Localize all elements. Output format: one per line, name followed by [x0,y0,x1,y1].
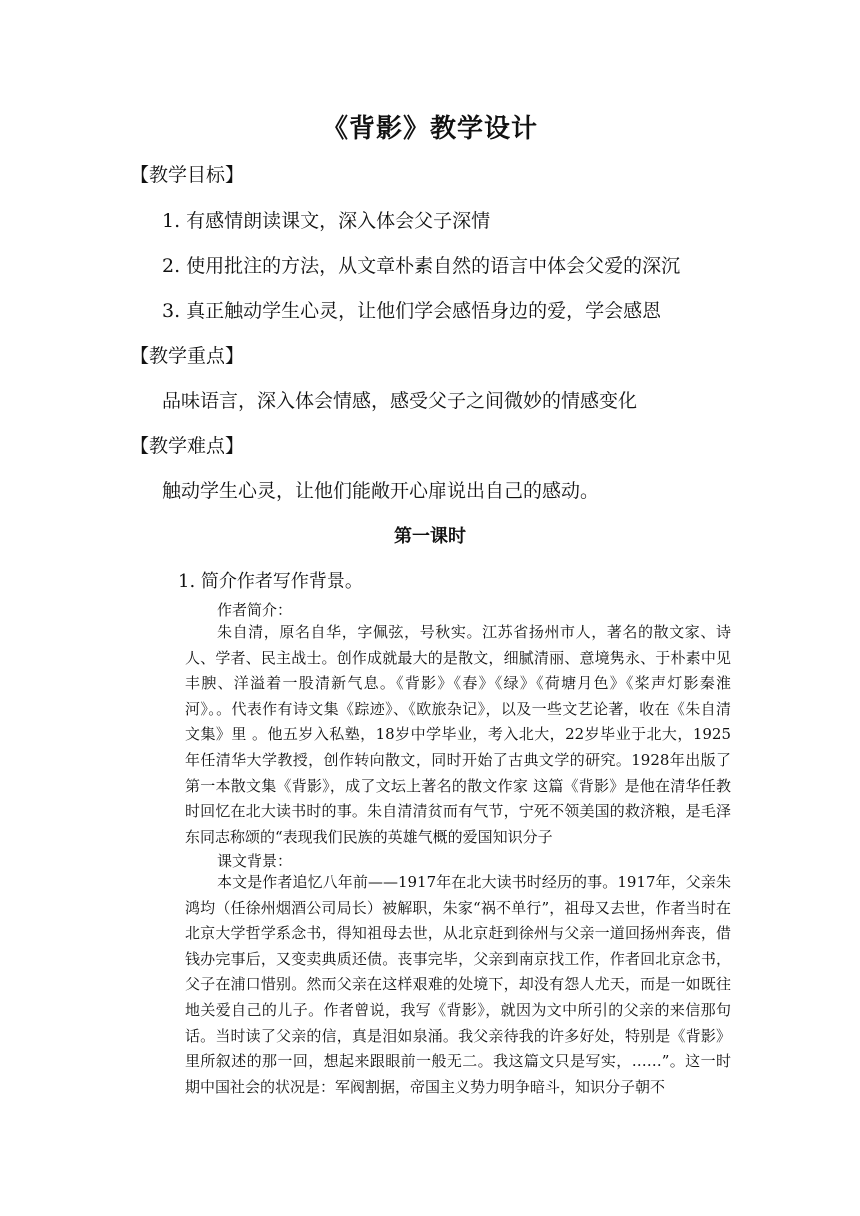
goals-heading: 【教学目标】 [130,164,245,186]
author-label: 作者简介： [217,601,293,619]
key-text: 品味语言，深入体会情感，感受父子之间微妙的情感变化 [162,390,638,412]
goal-item-3: 3. 真正触动学生心灵，让他们学会感悟身边的爱，学会感恩 [162,300,662,322]
difficulty-text: 触动学生心灵，让他们能敞开心扉说出自己的感动。 [162,480,600,502]
difficulty-heading: 【教学难点】 [130,435,245,457]
key-heading: 【教学重点】 [130,345,245,367]
step-1: 1. 简介作者写作背景。 [178,571,363,592]
author-paragraph: 朱自清，原名自华，字佩弦，号秋实。江苏省扬州市人，著名的散文家、诗人、学者、民主战士。创作成就最大的是散文，细腻清丽、意境隽永、于朴素中见丰腴、洋溢着一股清新气息。《背影》《春》《绿》《荷塘月色》《桨声灯影秦淮河》。。代表作有诗文集《踪迹》、《欧旅杂记》，以及一些文艺论著，收在《朱自清文集》里 。他五岁入私塾，18岁中学毕业，考入北大，22岁毕业于北大，1925年任清华大学教授，创作转向散文，同时开始了古典文学的研究。1928年出版了第一本散文集《背影》，成了文坛上著名的散文作家 这篇《背影》是他在清华任教时回忆在北大读书时的事。朱自清清贫而有气节，宁死不领美国的救济粮，是毛泽东同志称颂的“表现我们民族的英雄气概的爱国知识分子 [185,623,731,846]
goal-item-2: 2. 使用批注的方法，从文章朴素自然的语言中体会父爱的深沉 [162,255,681,277]
goal-item-1: 1. 有感情朗读课文，深入体会父子深情 [162,210,491,232]
background-label: 课文背景： [217,852,293,870]
background-paragraph: 本文是作者追忆八年前——1917年在北大读书时经历的事。1917年，父亲朱鸿均（任徐州烟酒公司局长）被解职，朱家“祸不单行”，祖母又去世，作者当时在北京大学哲学系念书，得知祖母去世，从北京赶到徐州与父亲一道回扬州奔丧，借钱办完事后，又变卖典质还债。丧事完毕，父亲到南京找工作，作者回北京念书，父子在浦口惜别。然而父亲在这样艰难的处境下，却没有怨人尤天，而是一如既往地关爱自己的儿子。作者曾说，我写《背影》，就因为文中所引的父亲的来信那句话。当时读了父亲的信，真是泪如泉涌。我父亲待我的许多好处，特别是《背影》里所叙述的那一回，想起来跟眼前一般无二。我这篇文只是写实，……”。这一时期中国社会的状况是：军阀割据，帝国主义势力明争暗斗，知识分子朝不 [185,873,731,1096]
lesson-title: 第一课时 [394,526,466,547]
document-title: 《背影》教学设计 [321,114,538,144]
